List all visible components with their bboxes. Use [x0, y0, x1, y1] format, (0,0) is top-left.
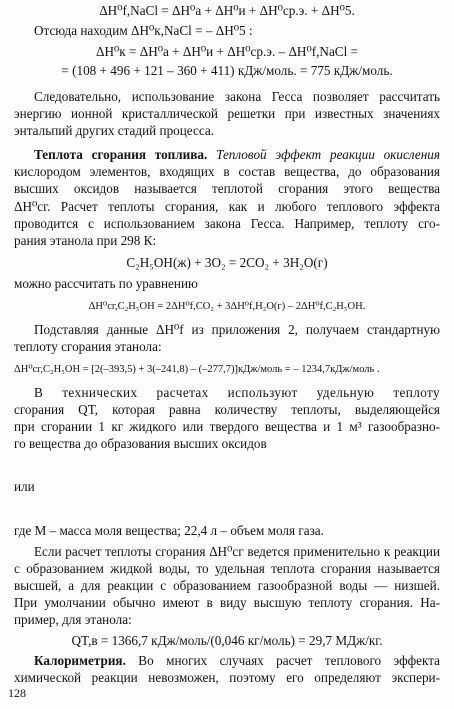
text-line: Если расчет теплоты сгорания ΔH⁰сг ведется применительно к реакции [34, 544, 440, 559]
text-line: При умолчании обычно имеют в виду высшую теплоту сгорания. На- [14, 595, 440, 610]
heading-rest: Во многих случаях расчет теплового эффекта [125, 653, 440, 668]
text-line: с образованием жидкой воды, то удельная теплота сгорания называется [14, 561, 440, 576]
text-line: или [14, 479, 35, 494]
equation-ethanol-value: ΔH⁰сг,C₂H₅OH = [2(–393,5) + 3(–241,8) – (–277,7)]кДж/моль = – 1234,7кДж/моль . [14, 364, 380, 375]
text-line: го вещества до образования высших оксидов [14, 436, 267, 451]
text-line: энергию ионной кристаллической решетки при известных значениях [14, 106, 440, 121]
equation-lattice-energy-value: = (108 + 496 + 121 – 360 + 411) кДж/моль. = 775 кДж/моль. [61, 63, 393, 78]
text-line: Отсюда находим ΔH⁰к,NaCl = – ΔH⁰5 : [34, 23, 253, 38]
text-line: рания этанола при 298 К: [14, 233, 157, 248]
text-line: проводится с использованием закона Гесса. Например, теплоту сго- [14, 216, 440, 231]
text-line: где M – масса моля вещества; 22,4 л – объем моля газа. [14, 523, 324, 538]
text-line: химической реакции невозможен, поэтому его определяют экспери- [14, 670, 440, 685]
text-line: высших оксидов называется теплотой сгорания этого вещества [14, 181, 440, 196]
text-line: В технических расчетах используют удельную теплоту [34, 385, 440, 400]
text-line: Подставляя данные ΔH⁰f из приложения 2, получаем стандартную [34, 322, 440, 337]
text-line: можно рассчитать по уравнению [14, 276, 198, 291]
equation-nacl-formation: ΔH⁰f,NaCl = ΔH⁰а + ΔH⁰и + ΔH⁰ср.э. + ΔH⁰5. [99, 3, 355, 18]
section-heading-combustion [14, 146, 440, 163]
text-line: ΔH⁰сг. Расчет теплоты сгорания, как и любого теплового эффекта [14, 199, 440, 214]
heading-rest: Тепловой эффект реакции окисления [207, 147, 440, 162]
section-heading-calorimetry [14, 652, 440, 669]
equation-ethanol-combustion: C₂H₅OH(ж) + 3O₂ = 2CO₂ + 3H₂O(г) [126, 255, 328, 270]
text-line: теплоту сгорания этанола: [14, 339, 162, 354]
text-line: сгорания QT, которая равна количеству теплоты, выделяющейся [14, 402, 440, 417]
page-number: 128 [8, 686, 26, 700]
text-line: пример, для этанола: [14, 612, 132, 627]
text-line: Следовательно, использование закона Гесса позволяет рассчитать [34, 89, 440, 104]
heading-bold: Теплота сгорания топлива. [34, 147, 208, 162]
equation-specific-heat: QT,в = 1366,7 кДж/моль/(0,046 кг/моль) = 29,7 МДж/кг. [71, 633, 383, 648]
text-line: высшей, а для реакции с образованием газообразной воды — низшей. [14, 578, 440, 593]
heading-bold: Калориметрия. [34, 653, 126, 668]
equation-lattice-energy: ΔH⁰к = ΔH⁰а + ΔH⁰и + ΔH⁰ср.э. – ΔH⁰f,NaCl = [95, 44, 358, 59]
text-line: кислородом элементов, входящих в состав вещества, до образования [14, 164, 440, 179]
text-line: при сгорании 1 кг жидкого или твердого вещества и 1 м³ газообразно- [14, 419, 440, 434]
equation-hess-ethanol: ΔH⁰сг,C₂H₅OH = 2ΔH⁰f,CO₂ + 3ΔH⁰f,H₂O(г) – 2ΔH⁰f,C₂H₅OH. [88, 301, 366, 312]
text-line: энтальпий других стадий процесса. [14, 123, 215, 138]
